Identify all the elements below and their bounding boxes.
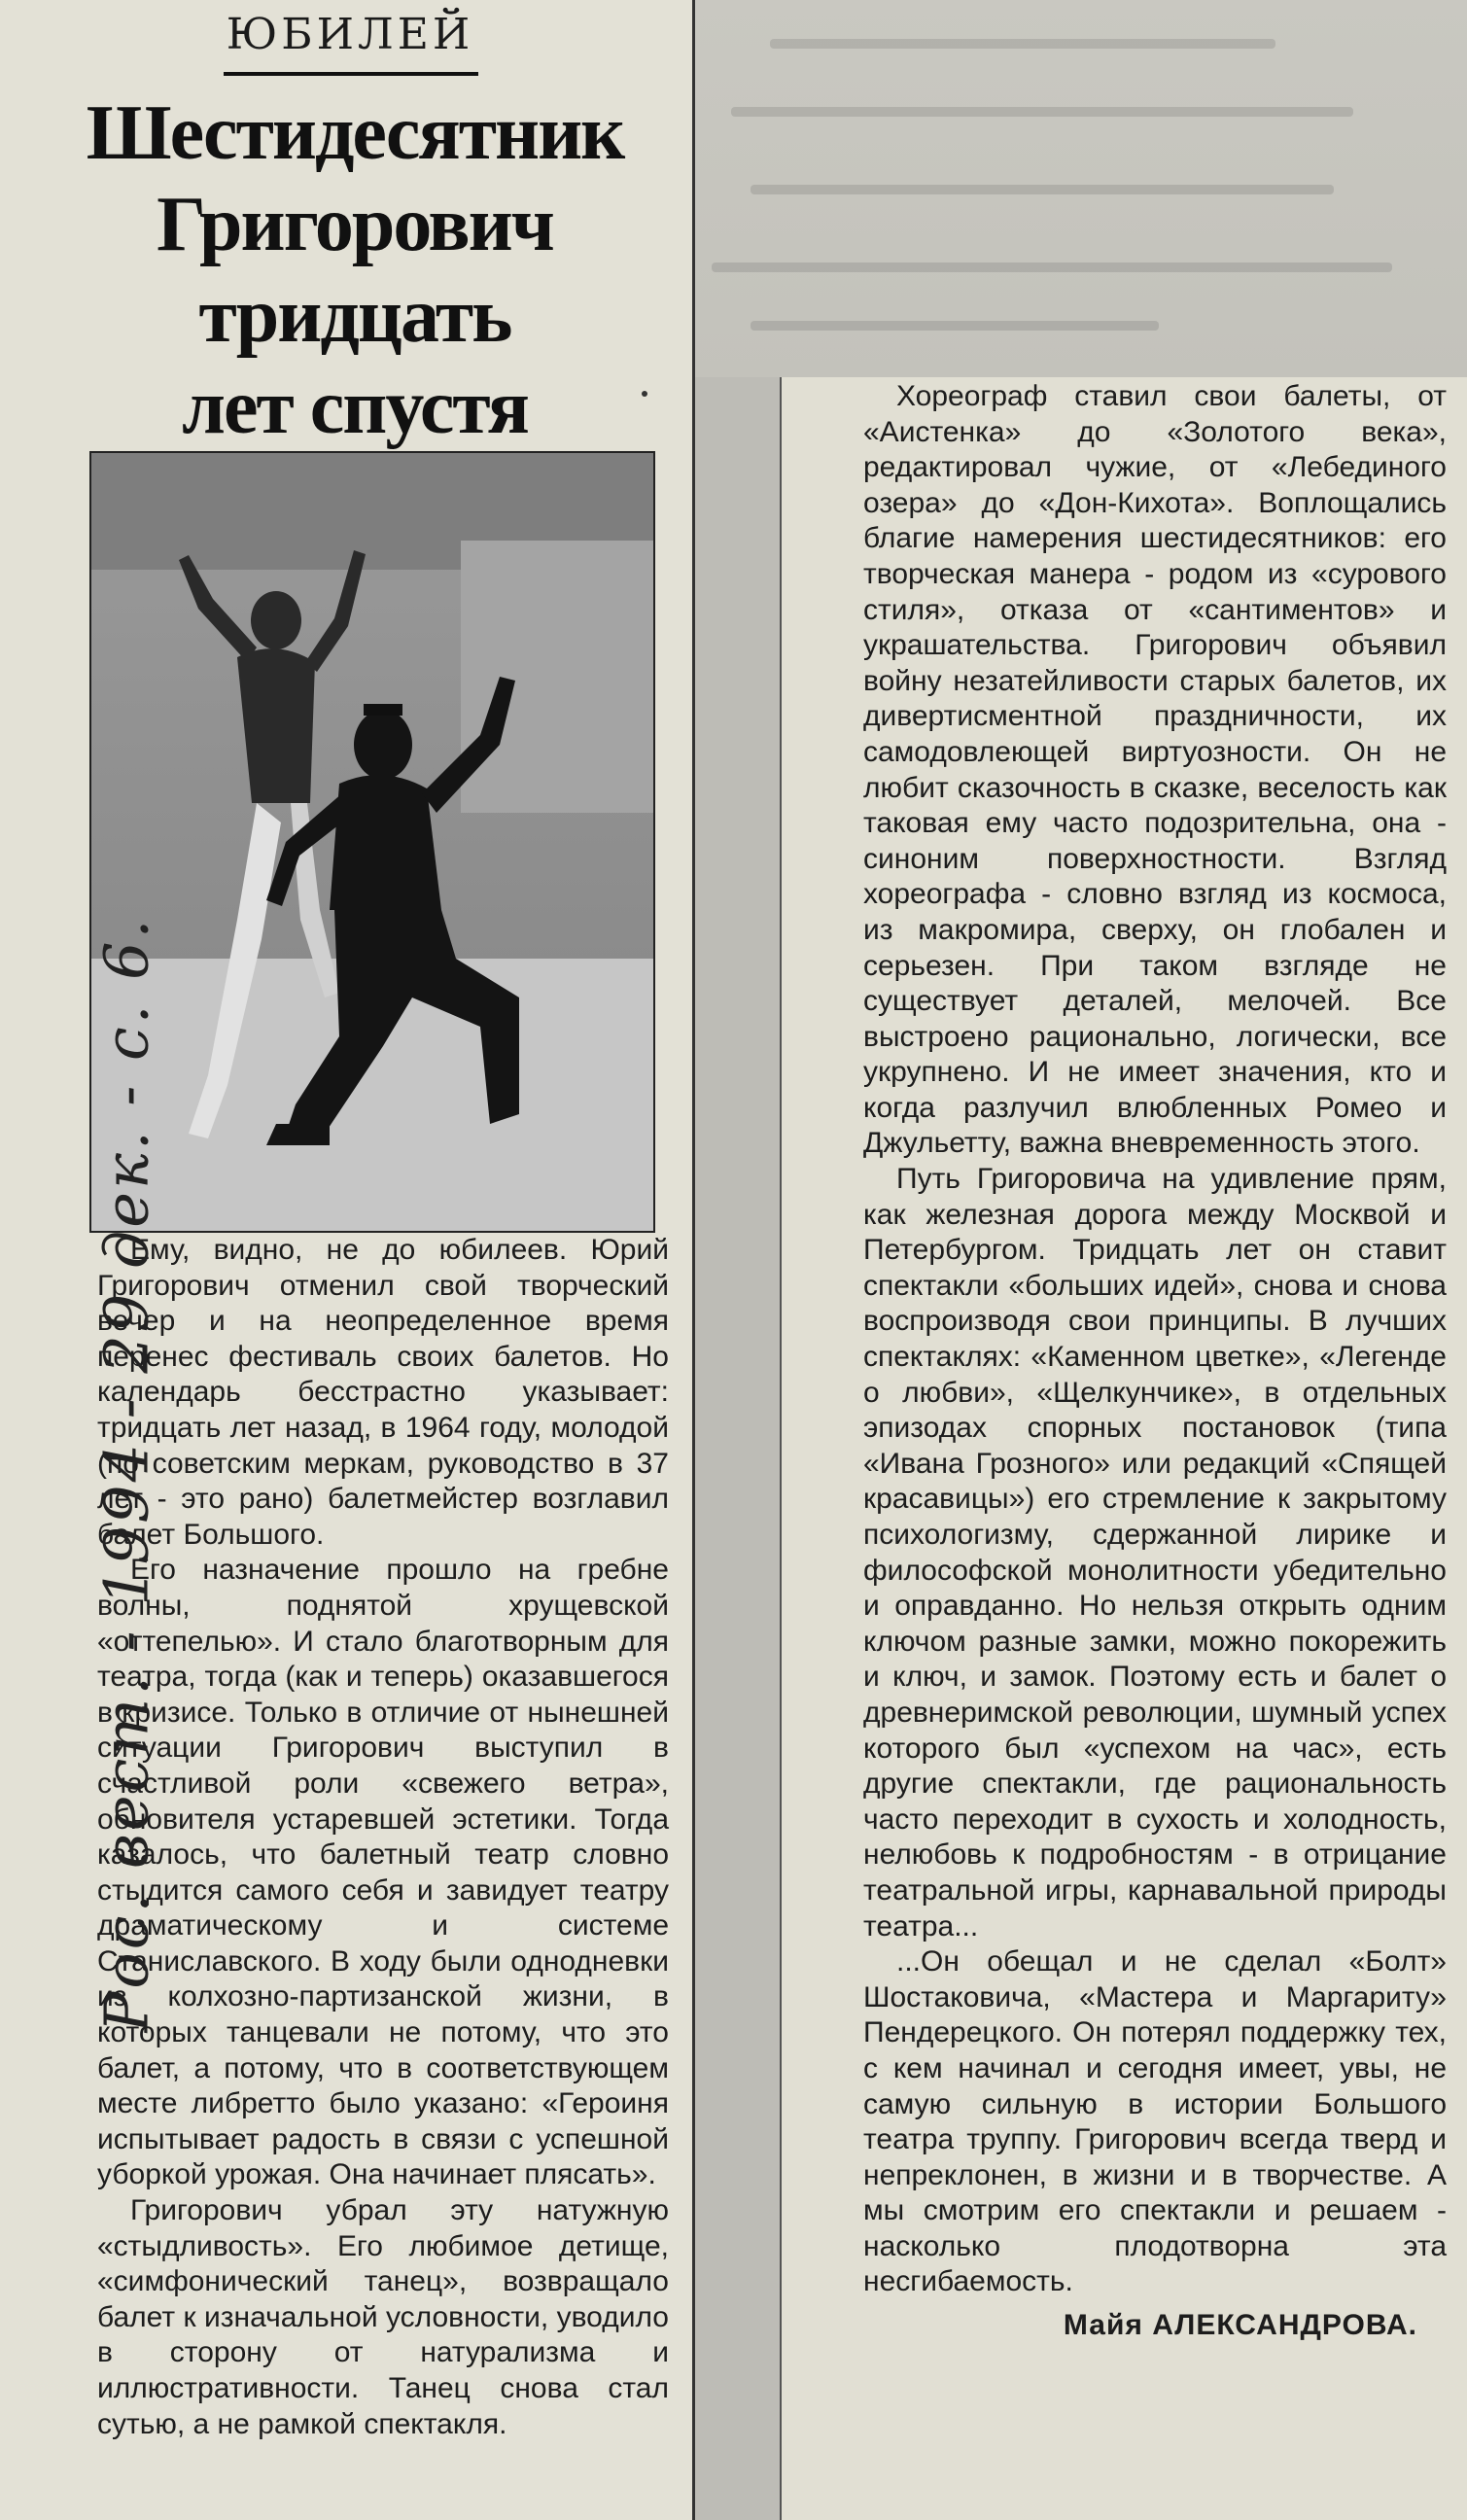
headline-line: Григорович [157,182,553,267]
article-column-left [97,1233,669,2442]
article-paragraph: Его назначение прошло на гребне волны, поднятой хрущевской «оттепелью». И стало благотворным для театра, тогда (как и теперь) оказавшегося в кризисе. Только в отличие от нынешней ситуации Григорович выступил в счастливой роли «свежего ветра», обновителя устаревшей эстетики. Тогда казалось, что балетный театр словно стыдится самого себя и завидует театру драматическому и системе Станиславского. В ходу были однодневки из колхозно-партизанской жизни, в которых танцевали не потому, что это балет, а потому, что в соответствующем месте либретто было указано: «Героиня испытывает радость в связи с успешной уборкой урожая. Она начинает плясать». [97,1554,669,2191]
rubric-label: ЮБИЛЕЙ [226,10,474,59]
article-paragraph: Путь Григоровича на удивление прям, как железная дорога между Москвой и Петербургом. Тридцать лет он ставит спектакли «больших идей», снова и снова воспроизводя свои принципы. В лучших спектаклях: «Каменном цветке», «Легенде о любви», «Щелкунчике», в отдельных эпизодах спорных постановок (типа «Ивана Грозного» или редакций «Спящей красавицы») его стремление к закрытому психологизму, сдержанной лирике и философской монолитности убедительно и оправданно. Но нельзя открыть одним ключом разные замки, можно покорежить и ключ, и замок. Поэтому есть и балет о древнеримской революции, шумный успех которого был «успехом на час», есть другие спектакли, где рациональность часто переходит в сухость и холодность, нелюбовь к подробностям - в отрицание театральной игры, карнавальной природы театра... [863,1163,1447,1942]
headline [39,88,671,453]
article-paragraph: Григорович убрал эту натужную «стыдливость». Его любимое детище, «симфонический танец», возвращало балет к изначальной условности, уводило в сторону от натурализма и иллюстративности. Танец снова стал сутью, а не рамкой спектакля. [97,2194,669,2440]
article-paragraph: Ему, видно, не до юбилеев. Юрий Григорович отменил свой творческий вечер и на неопределенное время перенес фестиваль своих балетов. Но календарь бесстрастно указывает: тридцать лет назад, в 1964 году, молодой (по советским меркам, руководство в 37 лет - это рано) балетмейстер возглавил балет Большого. [97,1234,669,1551]
headline-line: тридцать [198,273,511,359]
article-paragraph: Хореограф ставил свои балеты, от «Аистенка» до «Золотого века», редактировал чужие, от «Лебединого озера» до «Дон-Кихота». Воплощались благие намерения шестидесятников: его творческая манера - родом из «сурового стиля», отказа от «сантиментов» и украшательства. Григорович объявил войну незатейливости старых балетов, их дивертисментной праздничности, их самодовлеющей виртуозности. Он не любит сказочность в сказке, веселость как таковая ему часто подозрительна, она - синоним поверхностности. Взгляд хореографа - словно взгляд из космоса, из макромира, сверху, он глобален и серьезен. При таком взгляде не существует деталей, мелочей. Все выстроено рационально, логически, все укрупнено. И не имеет значения, кто и когда разлучил влюбленных Ромео и Джульетту, важна вневременность этого. [863,380,1447,1160]
left-clipping [0,0,695,2520]
bleed-through-area [692,0,1467,377]
headline-line: Шестидесятник [86,90,624,176]
headline-line: лет спустя [182,365,528,450]
author-signature: Майя АЛЕКСАНДРОВА. [1063,2309,1417,2342]
rubric-underline [224,72,478,76]
ballet-duo-photo-icon [89,451,655,1233]
article-column-right [863,379,1447,2344]
headline-dot [642,391,647,397]
article-paragraph: ...Он обещал и не сделал «Болт» Шостаковича, «Мастера и Маргариту» Пендерецкого. Он потерял поддержку тех, с кем начинал и сегодня имеет, увы, не самую сильную в истории Большого театра труппу. Григорович всегда тверд и непреклонен, в жизни и в творчестве. А мы смотрим его спектакли и решаем - насколько плодотворна эта несгибаемость. [863,1945,1447,2298]
handwritten-citation: Рос. вест. - 1994 - 29 дек. - с. 6. [90,916,162,2033]
